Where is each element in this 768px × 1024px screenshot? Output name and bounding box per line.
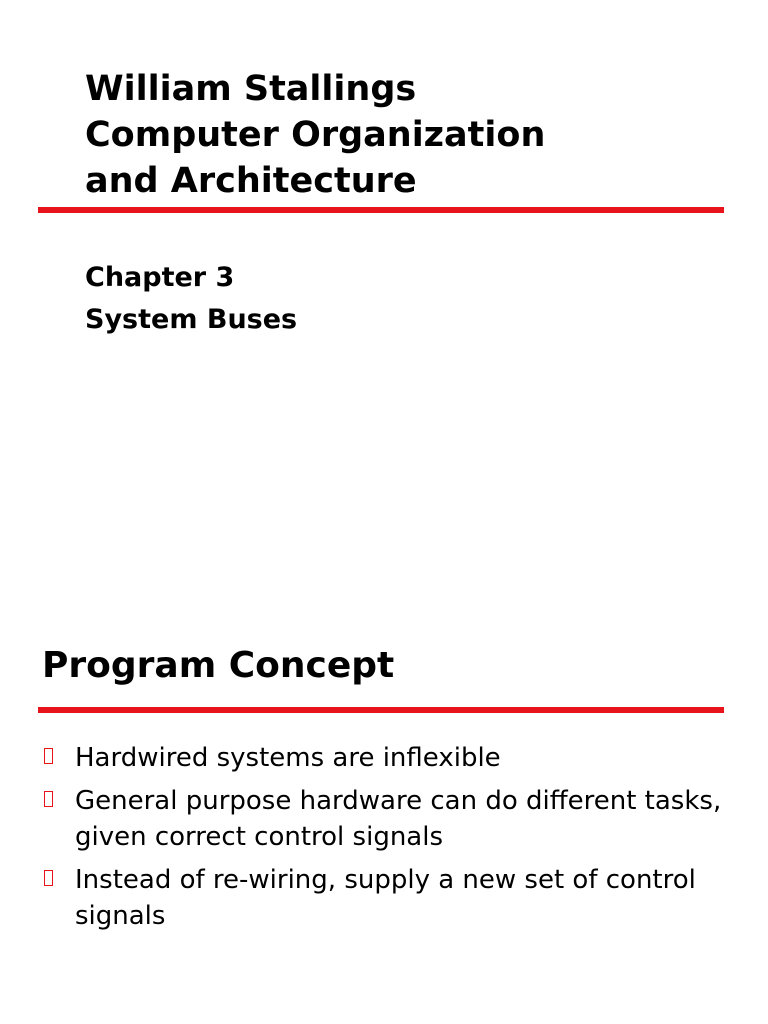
title-divider <box>38 207 724 213</box>
bullet-marker-icon <box>44 870 53 886</box>
bullet-text: Instead of re-wiring, supply a new set of control signals <box>75 865 696 931</box>
bullet-list <box>42 740 732 941</box>
title-line-book-continued: and Architecture <box>85 161 417 201</box>
bullet-item <box>42 783 732 855</box>
bullet-marker-icon <box>44 748 53 764</box>
title-line-book: Computer Organization <box>85 115 546 155</box>
title-line-author: William Stallings <box>85 69 417 109</box>
heading-divider <box>38 707 724 713</box>
bullet-text: General purpose hardware can do different tasks, given correct control signals <box>75 786 722 852</box>
slide-title <box>85 66 545 204</box>
bullet-item <box>42 740 732 776</box>
bullet-text: Hardwired systems are inflexible <box>75 743 501 773</box>
bullet-item <box>42 862 732 934</box>
chapter-number: Chapter 3 <box>85 262 235 293</box>
chapter-title: System Buses <box>85 304 298 335</box>
slide-subtitle <box>85 257 297 341</box>
program-concept-slide <box>0 512 768 1024</box>
bullet-marker-icon <box>44 791 53 807</box>
slide-heading: Program Concept <box>42 645 395 686</box>
